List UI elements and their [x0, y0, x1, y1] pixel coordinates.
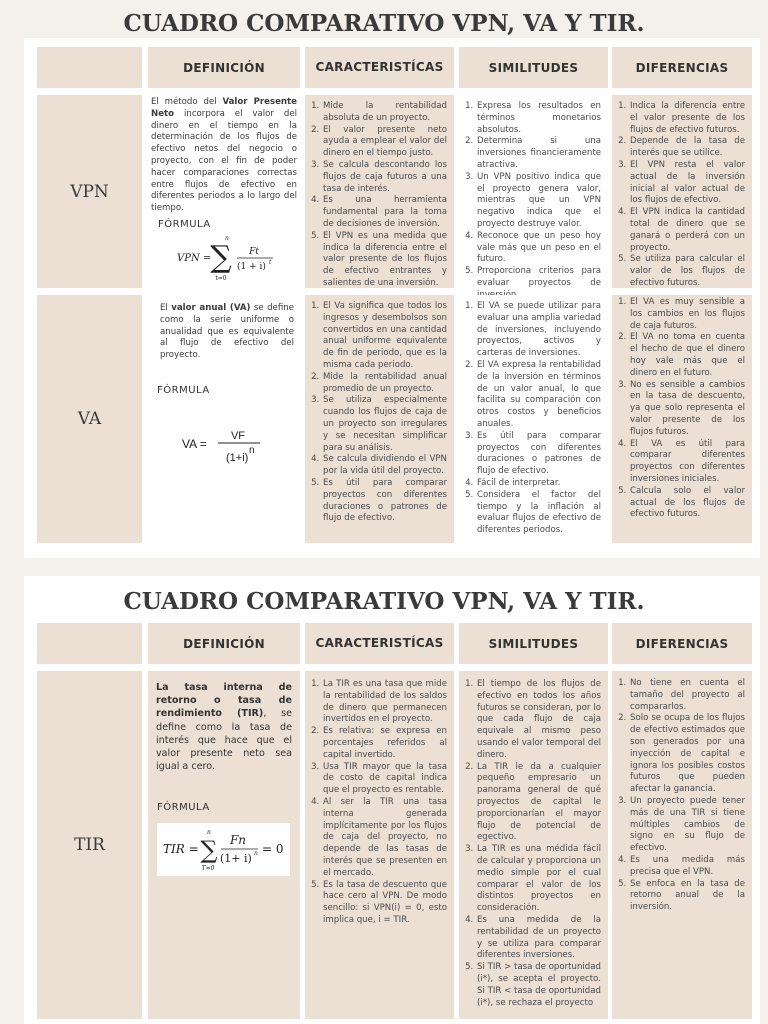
list-item: 3. Es útil para comparar proyectos con diferentes duraciones o patrones de flujo de efectivo. — [476, 431, 601, 478]
va-formula-num: VF — [230, 429, 246, 442]
list-item: 1. Expresa los resultados en términos monetarios absolutos. — [476, 101, 601, 136]
vpn-caracteristicas-cell — [305, 95, 454, 288]
list-item: 3. Se utiliza especialmente cuando los flujos de caja de un proyecto son irregulares y se necesitan simplificar para su análisis. — [322, 395, 447, 454]
tir-similitudes-list — [465, 679, 601, 1009]
list-item: 2. Depende de la tasa de interés que se utilice. — [629, 136, 745, 160]
list-item: 4. Fácil de interpretar. — [476, 478, 601, 490]
tir-formula-upper: n — [206, 828, 211, 836]
tir-formula-label: FÓRMULA — [157, 802, 210, 813]
tir-def-mid: o — [196, 695, 238, 707]
vpn-formula-num: Ft — [249, 246, 259, 257]
va-formula-exp: n — [249, 444, 255, 456]
list-item: 5. Se enfoca en la tasa de retorno anual de la inversión. — [629, 879, 745, 914]
list-item: 5. Si TIR > tasa de oportunidad (i*), se acepta el proyecto. Si TIR < tasa de oportunidad (i*), se rechaza el proyecto — [476, 962, 601, 1009]
vpn-formula — [173, 231, 279, 284]
vpn-similitudes-list — [465, 101, 601, 302]
tir-caracteristicas-cell — [305, 671, 454, 1019]
tir-definition-text — [156, 681, 292, 773]
tir-formula-rhs: = 0 — [261, 841, 284, 856]
vpn-similitudes-cell — [459, 95, 608, 288]
corner-cell-2 — [37, 623, 142, 664]
header-definicion-2: DEFINICIÓN — [148, 623, 300, 664]
vpn-formula-lhs: VPN = — [177, 252, 212, 264]
vpn-formula-upper: n — [225, 234, 229, 242]
list-item: 2. El VA no toma en cuenta el hecho de que el dinero hoy vale más que el dinero en el futuro. — [629, 332, 745, 379]
vpn-diferencias-list — [618, 101, 745, 290]
list-item: 4. Se calcula dividiendo el VPN por la vida útil del proyecto. — [322, 454, 447, 478]
list-item: 1. No tiene en cuenta el tamaño del proyecto al compararlos. — [629, 678, 745, 713]
vpn-definition-text — [151, 97, 297, 215]
va-formula-lhs: VA = — [182, 436, 207, 451]
sigma-symbol-tir: ∑ — [199, 835, 218, 864]
corner-cell-1 — [37, 47, 142, 88]
list-item: 3. El VPN resta el valor actual de la inversión inicial al valor actual de los flujos de efectivo. — [629, 160, 745, 207]
vpn-formula-den: (1 + i) — [237, 261, 266, 272]
tir-def-bold2: tasa de rendimiento (TIR) — [156, 695, 292, 720]
list-item: 2. El valor presente neto ayuda a emplear el valor del dinero en el tiempo justo. — [322, 125, 447, 160]
list-item: 4. Reconoce que un peso hoy vale más que un peso en el futuro. — [476, 231, 601, 266]
vpn-def-bold: Valor Presente Neto — [151, 97, 297, 119]
tir-formula-lower: T=0 — [201, 864, 214, 872]
vpn-formula-svg — [174, 232, 278, 284]
vpn-def-pre: El método del — [151, 97, 223, 107]
header-diferencias-2: DIFERENCIAS — [612, 623, 752, 664]
tir-similitudes-cell — [459, 671, 608, 1019]
vpn-formula-label: FÓRMULA — [158, 219, 211, 230]
vpn-diferencias-cell — [612, 95, 752, 288]
list-item: 1. El VA es muy sensible a los cambios en los flujos de caja futuros. — [629, 297, 745, 332]
list-item: 5. El VPN es una medida que indica la diferencia entre el valor presente de los flujos de efectivo entrantes y salientes de una inversión. — [322, 231, 447, 290]
list-item: 2. Es relativa: se expresa en porcentajes referidos al capital invertido. — [322, 726, 447, 761]
page-title-2: CUADRO COMPARATIVO VPN, VA Y TIR. — [123, 588, 645, 615]
va-caracteristicas-list — [311, 301, 447, 525]
header-caracteristicas-2: CARACTERISTÍCAS — [305, 623, 454, 664]
sigma-symbol: ∑ — [210, 239, 232, 275]
list-item: 3. La TIR es una médida fácil de calcular y proporciona un medio simple por el cual comparar el valor de los distintos proyectos en consideración. — [476, 844, 601, 915]
list-item: 1. Indica la diferencia entre el valor presente de los flujos de efectivo futuros. — [629, 101, 745, 136]
list-item: 3. Un VPN positivo indica que el proyecto genera valor, mientras que un VPN negativo indica que el proyecto destruye valor. — [476, 172, 601, 231]
va-formula-label: FÓRMULA — [157, 385, 210, 396]
va-similitudes-list — [465, 301, 601, 537]
tir-formula-num: Fn — [229, 832, 246, 847]
va-definition-text — [160, 303, 294, 362]
list-item: 1. El VA se puede utilizar para evaluar una amplia variedad de inversiones, incluyendo proyectos, activos y carteras de inversiones. — [476, 301, 601, 360]
list-item: 4. Es una medida más precisa que el VPN. — [629, 855, 745, 879]
list-item: 1. El tiempo de los flujos de efectivo en todos los años futuros se consideran, por lo que cada flujo de caja equivale al mismo peso usando el valor temporal del dinero. — [476, 679, 601, 762]
tir-def-bold: tasa interna de retorno — [156, 682, 292, 707]
list-item: 5. Considera el factor del tiempo y la inflación al evaluar flujos de efectivo de diferentes periodos. — [476, 490, 601, 537]
list-item: 4. El VA es útil para comparar diferentes proyectos con diferentes inversiones iniciales. — [629, 439, 745, 486]
header-diferencias-1: DIFERENCIAS — [612, 47, 752, 88]
vpn-formula-exp: t — [269, 258, 272, 266]
list-item: 3. Un proyecto puede tener más de una TIR si tiene múltiples cambios de signo en su flujo de efectivo. — [629, 796, 745, 855]
row-label-vpn: VPN — [37, 95, 142, 288]
list-item: 2. La TIR le da a cualquier pequeño empresario un panorama general de qué proyectos de capital le proporcionarían el mayor flujo de potencial de egectivo. — [476, 762, 601, 845]
va-def-bold: valor anual (VA) — [171, 303, 251, 313]
va-def-post: se define como la serie uniforme o anualidad que es equivalente al flujo de efectivo del proyecto. — [160, 303, 294, 361]
vpn-caracteristicas-list — [311, 101, 447, 290]
row-label-va: VA — [37, 295, 142, 543]
row-label-tir: TIR — [37, 671, 142, 1019]
list-item: 5. Prroporciona criterios para evaluar proyectos de — [476, 266, 601, 301]
list-item: 4. Al ser la TIR una tasa interna generada implícitamente por los flujos de caja del proyecto, no depende de las tasas de interés que se presenten en el mercado. — [322, 797, 447, 880]
list-item: 3. No es sensible a cambios en la tasa de descuento, ya que solo representa el valor presente de los flujos futuros. — [629, 380, 745, 439]
va-caracteristicas-cell — [305, 295, 454, 543]
va-formula — [165, 418, 283, 475]
tir-def-post: , se define como la tasa de interés que hace que el valor presente neto sea igual a cero. — [156, 708, 293, 773]
tir-formula-den: (1+ i) — [219, 851, 252, 865]
list-item: 5. Calcula solo el valor actual de los flujos de efectivo futuros. — [629, 486, 745, 521]
header-similitudes-2: SIMILITUDES — [459, 623, 608, 664]
tir-formula-svg — [158, 824, 290, 876]
header-similitudes-1: SIMILITUDES — [459, 47, 608, 88]
tir-caracteristicas-list — [311, 679, 447, 927]
va-formula-svg — [166, 419, 282, 475]
va-def-pre: El — [160, 303, 172, 313]
list-item: 2. El VA expresa la rentabilidad de la inversión en términos de un valor anual, lo que facilita su comparación con otros costos y beneficios anuales. — [476, 360, 601, 431]
va-formula-den: (1+i) — [226, 451, 249, 464]
list-item: 1. Mide la rentabilidad absoluta de un proyecto. — [322, 101, 447, 125]
vpn-def-post: incorpora el valor del dinero en el tiempo en la determinación de los flujos de efectivo netos del negocio o proyecto, con el fin de poder hacer comparaciones correctas entre flujos de efectivo en diferentes periodos a lo largo del tiempo. — [151, 108, 297, 214]
list-item: 3. Se calcula descontando los flujos de caja futuros a una tasa de interés. — [322, 160, 447, 195]
header-definicion-1: DEFINICIÓN — [148, 47, 300, 88]
list-item: 2. Mide la rentabilidad anual promedio de un proyecto. — [322, 372, 447, 396]
list-item: 2. Determina si una inversiones financieramente atractiva. — [476, 136, 601, 171]
list-item: 1. La TIR es una tasa que mide la rentabilidad de los saldos de dinero que permanecen invertidos en el proyecto. — [322, 679, 447, 726]
va-diferencias-list — [618, 297, 745, 521]
page-title-1: CUADRO COMPARATIVO VPN, VA Y TIR. — [123, 10, 645, 37]
header-caracteristicas-1: CARACTERISTÍCAS — [305, 47, 454, 88]
tir-def-pre: La — [156, 682, 185, 693]
list-item: 3. Usa TIR mayor que la tasa de costo de capital indica que el proyecto es rentable. — [322, 762, 447, 797]
va-diferencias-cell — [612, 295, 752, 543]
tir-formula — [157, 823, 290, 876]
tir-formula-exp: n — [253, 849, 258, 857]
va-similitudes-cell — [459, 295, 608, 543]
list-item: 4. El VPN indica la cantidad total de dinero que se ganará o perderá con un proyecto. — [629, 207, 745, 254]
list-item: 1. El Va significa que todos los ingresos y desembolsos son convertidos en una cantidad anual uniforme equivalente de fin de periodo, que es la misma cada periodo. — [322, 301, 447, 372]
list-item: 4. Es una medida de la rentabilidad de un proyecto y se utiliza para comparar diferentes inversiones. — [476, 915, 601, 962]
list-item: 5. Se utiliza para calcular el valor de los flujos de efectivo futuros. — [629, 254, 745, 289]
tir-diferencias-list — [618, 678, 745, 914]
list-item: 5. Es útil para comparar proyectos con diferentes duraciones o patrones de flujo de efectivo. — [322, 478, 447, 525]
vpn-formula-lower: t=0 — [215, 274, 227, 282]
list-item: 4. Es una herramienta fundamental para la toma de decisiones de inversión. — [322, 195, 447, 230]
list-item: 5. Es la tasa de descuento que hace cero al VPN. De modo sencillo: si VPN(i) = 0, esto implica que, i = TIR. — [322, 880, 447, 927]
list-item: 2. Solo se ocupa de los flujos de efectivo estimados que son generados por una inyección de capital e ignora los posibles costos futuros que pueden afectar la ganancia. — [629, 713, 745, 796]
tir-formula-lhs: TIR = — [162, 841, 199, 856]
tir-diferencias-cell — [612, 671, 752, 1019]
